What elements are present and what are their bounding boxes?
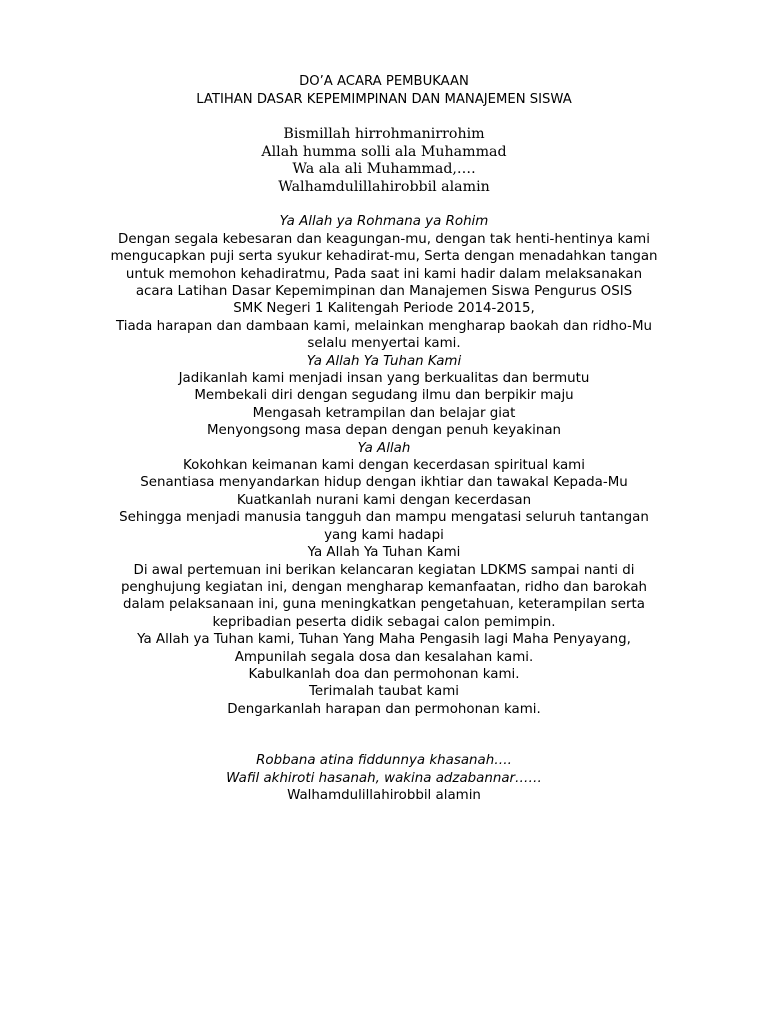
prayer-line: yang kami hadapi bbox=[324, 527, 444, 543]
invocation-line: Ya Allah bbox=[357, 440, 411, 456]
closing-prayer bbox=[70, 752, 698, 804]
spacer bbox=[70, 718, 698, 752]
prayer-line: Kabulkanlah doa dan permohonan kami. bbox=[248, 666, 520, 682]
opening-line: Walhamdulillahirobbil alamin bbox=[278, 178, 490, 195]
prayer-line: Sehingga menjadi manusia tangguh dan mampu mengatasi seluruh tantangan bbox=[119, 510, 649, 526]
prayer-line: Kokohkan keimanan kami dengan kecerdasan spiritual kami bbox=[183, 458, 585, 474]
heading-line: LATIHAN DASAR KEPEMIMPINAN DAN MANAJEMEN SISWA bbox=[196, 92, 572, 107]
spacer bbox=[70, 196, 698, 213]
prayer-line: Jadikanlah kami menjadi insan yang berkualitas dan bermutu bbox=[178, 371, 590, 387]
closing-line: Robbana atina fiddunnya khasanah…. bbox=[256, 753, 512, 769]
prayer-line: Tiada harapan dan dambaan kami, melainkan mengharap baokah dan ridho-Mu bbox=[115, 318, 653, 334]
invocation-line: Ya Allah ya Rohmana ya Rohim bbox=[279, 214, 489, 230]
spacer bbox=[70, 109, 698, 126]
prayer-line: SMK Negeri 1 Kalitengah Periode 2014-2015, bbox=[233, 301, 535, 317]
prayer-line: Dengarkanlah harapan dan permohonan kami. bbox=[227, 701, 541, 717]
prayer-body bbox=[70, 213, 698, 718]
prayer-line: acara Latihan Dasar Kepemimpinan dan Manajemen Siswa Pengurus OSIS bbox=[135, 284, 633, 299]
prayer-line: penghujung kegiatan ini, dengan mengharap kemanfaatan, ridho dan barokah bbox=[120, 579, 648, 595]
invocation-line: Ya Allah Ya Tuhan Kami bbox=[307, 545, 461, 561]
prayer-line: Kuatkanlah nurani kami dengan kecerdasan bbox=[236, 492, 532, 508]
opening-line: Bismillah hirrohmanirrohim bbox=[283, 126, 485, 142]
document-heading bbox=[70, 73, 698, 109]
prayer-text bbox=[70, 73, 698, 804]
prayer-line: kepribadian peserta didik sebagai calon pemimpin. bbox=[212, 614, 556, 630]
opening-line: Allah humma solli ala Muhammad bbox=[261, 143, 507, 160]
prayer-line: dalam pelaksanaan ini, guna meningkatkan pengetahuan, keterampilan serta bbox=[123, 597, 645, 613]
opening-blessing bbox=[70, 126, 698, 196]
prayer-line: Ampunilah segala dosa dan kesalahan kami. bbox=[234, 649, 534, 665]
prayer-line: Senantiasa menyandarkan hidup dengan ikhtiar dan tawakal Kepada-Mu bbox=[140, 475, 628, 491]
prayer-line: Ya Allah ya Tuhan kami, Tuhan Yang Maha Pengasih lagi Maha Penyayang, bbox=[137, 632, 631, 648]
prayer-line: Di awal pertemuan ini berikan kelancaran kegiatan LDKMS sampai nanti di bbox=[133, 562, 635, 578]
heading-line: DO’A ACARA PEMBUKAAN bbox=[299, 74, 469, 89]
prayer-line: untuk memohon kehadiratmu, Pada saat ini kami hadir dalam melaksanakan bbox=[125, 266, 643, 282]
prayer-line: Menyongsong masa depan dengan penuh keyakinan bbox=[206, 423, 562, 439]
prayer-line: mengucapkan puji serta syukur kehadirat-mu, Serta dengan menadahkan tangan bbox=[110, 249, 658, 265]
prayer-line: Membekali diri dengan segudang ilmu dan berpikir maju bbox=[194, 388, 574, 404]
closing-line: Walhamdulillahirobbil alamin bbox=[287, 787, 481, 803]
opening-line: Wa ala ali Muhammad,…. bbox=[292, 161, 476, 178]
prayer-line: Dengan segala kebesaran dan keagungan-mu, dengan tak henti-hentinya kami bbox=[118, 231, 650, 247]
prayer-line: Mengasah ketrampilan dan belajar giat bbox=[252, 405, 516, 421]
prayer-line: selalu menyertai kami. bbox=[307, 336, 461, 352]
invocation-line: Ya Allah Ya Tuhan Kami bbox=[306, 353, 462, 369]
closing-line: Wafil akhiroti hasanah, wakina adzabannar…… bbox=[226, 770, 542, 786]
prayer-line: Terimalah taubat kami bbox=[309, 684, 459, 700]
